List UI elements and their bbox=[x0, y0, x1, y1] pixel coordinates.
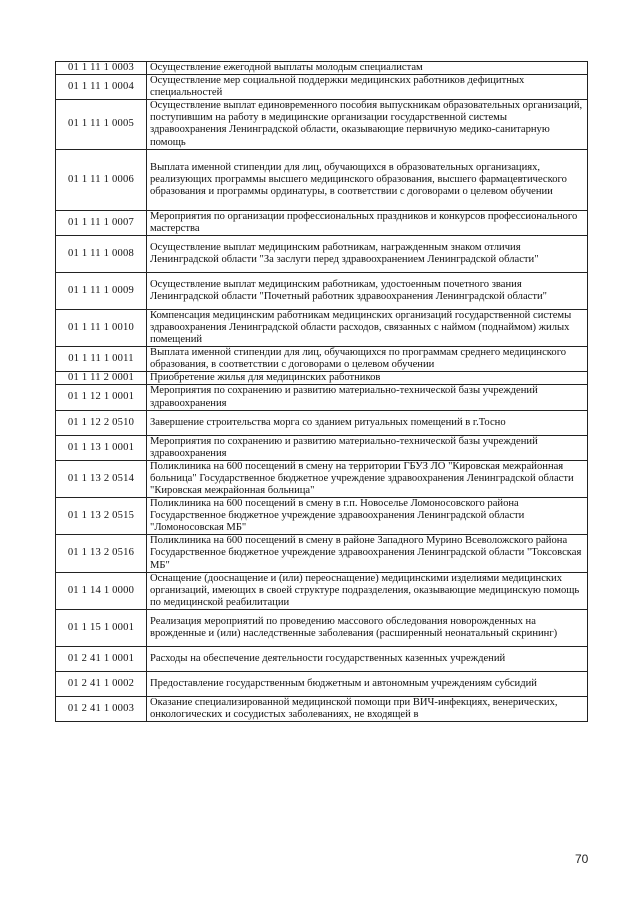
row-code: 01 1 14 1 0000 bbox=[56, 572, 147, 609]
row-code: 01 1 12 2 0510 bbox=[56, 410, 147, 435]
code-table bbox=[55, 61, 588, 722]
table-row bbox=[56, 609, 588, 646]
row-code: 01 1 13 2 0516 bbox=[56, 535, 147, 572]
table-row bbox=[56, 149, 588, 210]
table-row bbox=[56, 309, 588, 346]
row-code: 01 1 13 2 0514 bbox=[56, 460, 147, 497]
row-description: Поликлиника на 600 посещений в смену в районе Западного Мурино Всеволожского района Государственное бюджетное учреждение здравоохранения Ленинградской области "Токсовская МБ" bbox=[147, 535, 588, 572]
table-row bbox=[56, 272, 588, 309]
row-description: Поликлиника на 600 посещений в смену на территории ГБУЗ ЛО "Кировская межрайонная больница" Государственное бюджетное учреждение здравоохранения Ленинградской области "Кировская межрайонная больница" bbox=[147, 460, 588, 497]
table-row bbox=[56, 572, 588, 609]
row-code: 01 1 11 1 0009 bbox=[56, 272, 147, 309]
row-code: 01 1 11 1 0007 bbox=[56, 210, 147, 235]
row-description: Оказание специализированной медицинской помощи при ВИЧ-инфекциях, венерических, онкологических и сосудистых заболеваниях, не входящей в bbox=[147, 696, 588, 721]
table-row bbox=[56, 535, 588, 572]
table-row bbox=[56, 498, 588, 535]
row-description: Оснащение (дооснащение и (или) переоснащение) медицинскими изделиями медицинских организаций, имеющих в своей структуре подразделения, оказывающие медицинскую помощь по медицинской реабилитации bbox=[147, 572, 588, 609]
row-code: 01 1 11 1 0008 bbox=[56, 235, 147, 272]
row-description: Предоставление государственным бюджетным и автономным учреждениям субсидий bbox=[147, 671, 588, 696]
row-code: 01 1 11 2 0001 bbox=[56, 372, 147, 385]
table-row bbox=[56, 435, 588, 460]
row-code: 01 1 13 1 0001 bbox=[56, 435, 147, 460]
row-description: Мероприятия по сохранению и развитию материально-технической базы учреждений здравоохранения bbox=[147, 385, 588, 410]
row-description: Приобретение жилья для медицинских работников bbox=[147, 372, 588, 385]
row-code: 01 2 41 1 0002 bbox=[56, 671, 147, 696]
row-code: 01 1 11 1 0011 bbox=[56, 347, 147, 372]
table-row bbox=[56, 347, 588, 372]
row-description: Мероприятия по организации профессиональных праздников и конкурсов профессионального мастерства bbox=[147, 210, 588, 235]
row-code: 01 2 41 1 0001 bbox=[56, 646, 147, 671]
row-code: 01 1 15 1 0001 bbox=[56, 609, 147, 646]
row-description: Выплата именной стипендии для лиц, обучающихся по программам среднего медицинского образования, в соответствии с договорами о целевом обучении bbox=[147, 347, 588, 372]
table-row bbox=[56, 100, 588, 149]
row-description: Реализация мероприятий по проведению массового обследования новорожденных на врожденные и (или) наследственные заболевания (расширенный неонатальный скрининг) bbox=[147, 609, 588, 646]
table-row bbox=[56, 646, 588, 671]
row-description: Поликлиника на 600 посещений в смену в г.п. Новоселье Ломоносовского района Государственное бюджетное учреждение здравоохранения Ленинградской области "Ломоносовская МБ" bbox=[147, 498, 588, 535]
table-row bbox=[56, 696, 588, 721]
row-description: Осуществление выплат медицинским работникам, удостоенным почетного звания Ленинградской области "Почетный работник здравоохранения Ленинградской области" bbox=[147, 272, 588, 309]
row-code: 01 1 13 2 0515 bbox=[56, 498, 147, 535]
table-row bbox=[56, 62, 588, 75]
table-row bbox=[56, 75, 588, 100]
table-row bbox=[56, 235, 588, 272]
row-description: Осуществление ежегодной выплаты молодым специалистам bbox=[147, 62, 588, 75]
row-code: 01 1 11 1 0006 bbox=[56, 149, 147, 210]
page-number: 70 bbox=[575, 852, 589, 866]
table-row bbox=[56, 410, 588, 435]
row-description: Компенсация медицинским работникам медицинских организаций государственной системы здравоохранения Ленинградской области расходов, связанных с наймом (поднаймом) жилых помещений bbox=[147, 309, 588, 346]
table-row bbox=[56, 671, 588, 696]
row-description: Выплата именной стипендии для лиц, обучающихся в образовательных организациях, реализующих программы высшего медицинского образования, высшего фармацевтического образования и программы ординатуры, в соответствии с договорами о целевом обучении bbox=[147, 149, 588, 210]
table-row bbox=[56, 460, 588, 497]
row-code: 01 1 11 1 0004 bbox=[56, 75, 147, 100]
row-code: 01 1 11 1 0010 bbox=[56, 309, 147, 346]
row-description: Расходы на обеспечение деятельности государственных казенных учреждений bbox=[147, 646, 588, 671]
row-description: Осуществление мер социальной поддержки медицинских работников дефицитных специальностей bbox=[147, 75, 588, 100]
row-code: 01 1 11 1 0005 bbox=[56, 100, 147, 149]
document-sheet bbox=[55, 61, 588, 722]
row-code: 01 1 12 1 0001 bbox=[56, 385, 147, 410]
row-code: 01 2 41 1 0003 bbox=[56, 696, 147, 721]
table-row bbox=[56, 372, 588, 385]
row-description: Осуществление выплат медицинским работникам, награжденным знаком отличия Ленинградской области "За заслуги перед здравоохранением Ленинградской области" bbox=[147, 235, 588, 272]
row-description: Мероприятия по сохранению и развитию материально-технической базы учреждений здравоохранения bbox=[147, 435, 588, 460]
table-row bbox=[56, 210, 588, 235]
code-table-body bbox=[56, 62, 588, 722]
row-code: 01 1 11 1 0003 bbox=[56, 62, 147, 75]
row-description: Осуществление выплат единовременного пособия выпускникам образовательных организаций, поступившим на работу в медицинские организации государственной системы здравоохранения Ленинградской области, оказывающие первичную медико-санитарную помощь bbox=[147, 100, 588, 149]
table-row bbox=[56, 385, 588, 410]
row-description: Завершение строительства морга со зданием ритуальных помещений в г.Тосно bbox=[147, 410, 588, 435]
